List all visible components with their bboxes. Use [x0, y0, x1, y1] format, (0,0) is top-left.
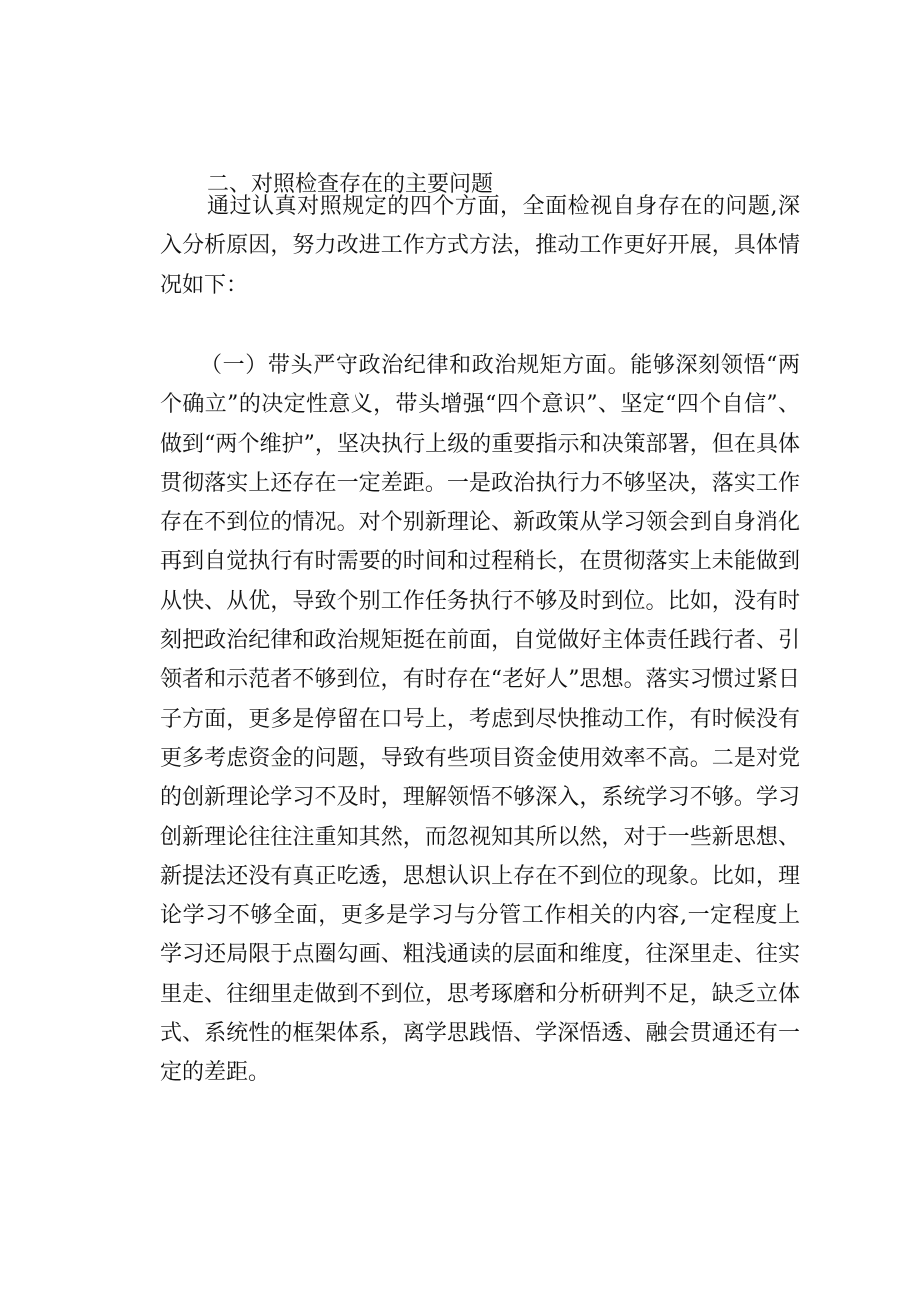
- section-heading: 二、对照检查存在的主要问题: [207, 172, 494, 197]
- intro-paragraph: 通过认真对照规定的四个方面，全面检视自身存在的问题,深入分析原因，努力改进工作方式方法，推动工作更好开展，具体情况如下：: [160, 194, 800, 298]
- body-paragraph: （一）带头严守政治纪律和政治规矩方面。能够深刻领悟“两个确立”的决定性意义，带头增强“四个意识”、坚定“四个自信”、做到“两个维护”，坚决执行上级的重要指示和决策部署，但在具体贯彻落实上还存在一定差距。一是政治执行力不够坚决，落实工作存在不到位的情况。对个别新理论、新政策从学习领会到自身消化再到自觉执行有时需要的时间和过程稍长，在贯彻落实上未能做到从快、从优，导致个别工作任务执行不够及时到位。比如，没有时刻把政治纪律和政治规矩挺在前面，自觉做好主体责任践行者、引领者和示范者不够到位，有时存在“老好人”思想。落实习惯过紧日子方面，更多是停留在口号上，考虑到尽快推动工作，有时候没有更多考虑资金的问题，导致有些项目资金使用效率不高。二是对党的创新理论学习不及时，理解领悟不够深入，系统学习不够。学习创新理论往往注重知其然，而忽视知其所以然，对于一些新思想、新提法还没有真正吃透，思想认识上存在不到位的现象。比如，理论学习不够全面，更多是学习与分管工作相关的内容,一定程度上学习还局限于点圈勾画、粗浅通读的层面和维度，往深里走、往实里走、往细里走做到不到位，思考琢磨和分析研判不足，缺乏立体式、系统性的框架体系，离学思践悟、学深悟透、融会贯通还有一定的差距。: [160, 353, 800, 1086]
